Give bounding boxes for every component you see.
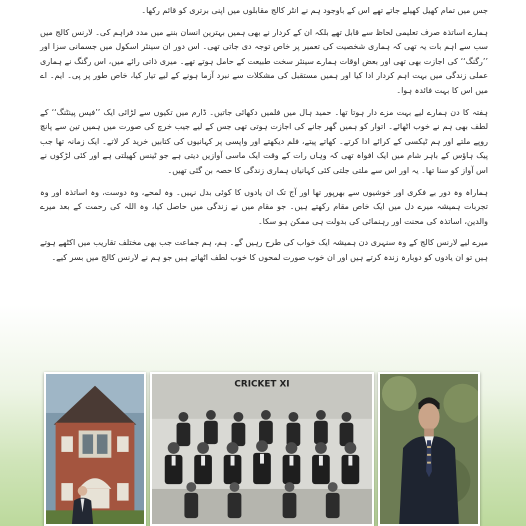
article-body [40,4,488,273]
team-caption: CRICKET XI [234,379,290,390]
photo-strip [0,372,526,526]
team-illustration [152,374,372,524]
paragraph-1: جس میں تمام کھیل کھیلے جاتے تھے اس کے باوجود ہم نے انٹر کالج مقابلوں میں اپنی برتری کو قائم رکھا۔ [141,6,488,15]
portrait-illustration [380,374,478,524]
building-illustration [46,374,144,524]
paragraph-5: میرے لیے لارنس کالج کے وہ سنہری دن ہمیشہ ایک خواب کی طرح رہیں گے۔ ہم، ہم جماعت جب بھی مختلف تقاریب میں اکٹھے ہوتے ہیں تو ان یادوں کو دوبارہ زندہ کرتے ہیں اور ان خوب صورت لمحوں کا خوب لطف اٹھاتے ہیں جو ہم نے لارنس کالج میں بسر کیے۔ [40,238,488,262]
paragraph-4: ہماراہ وہ دور بے فکری اور خوشیوں سے بھرپور تھا اور آج تک ان یادوں کا کوئی بدل نہیں۔ وہ لمحے، وہ دوست، وہ اساتذہ اور وہ تجربات ہمیشہ میرے دل میں ایک خاص مقام رکھتے ہیں۔ جو مقام میں نے زندگی میں حاصل کیا، وہ اللہ کی رحمت کے بعد میرے والدین، اساتذہ کی محنت اور رہنمائی کی بدولت ہی ممکن ہو سکا۔ [40,187,488,226]
paragraph-2: ہمارے اساتذہ صرف تعلیمی لحاظ سے قابل تھے بلکہ ان کے کردار نے بھی ہمیں بہترین انسان بننے میں مدد فراہم کی۔ لارنس کالج میں سب سے اہم بات یہ تھی کہ ہماری شخصیت کی تعمیر پر خاص توجہ دی جاتی تھی۔ اس دور ان سینئر اسکول میں جسمانی سزا اور ’’رگنگ‘‘ کی اجازت بھی تھی اور بعض اوقات ہمارے سینئر سخت طبیعت کے حامل ہوتے تھے۔ میری ذاتی رائے میں، اس رگنگ نے ہماری عملی زندگی میں بہت اہم کردار ادا کیا اور ہمیں مستقبل کی مشکلات سے نبرد آزما ہونے کے لیے تیار کیا، خاص طور پر پی۔ ایم۔ اے میں اس کا بہت فائدہ ہوا۔ [40,27,488,95]
portrait-photo [378,372,480,526]
paragraph-3: ہفتہ کا دن ہمارے لیے بہت مزے دار ہوتا تھا۔ حمید ہال میں فلمیں دکھائی جاتیں۔ ڈارم میں تکیوں سے لڑائی ایک ’’فیس پینٹنگ‘‘ کے لطف بھی ہم نے خوب اٹھائے۔ اتوار کو ہمیں گھر جانے کی اجازت ہوتی تھی جس کے لیے جیب خرچ کی صورت میں ہمیں تین سے پانچ روپے ملتے اور ہم ٹیکسی کے کرائے ادا کرتے۔ کھاتے پیتے، فلم دیکھتے اور واپسی پر کہانیوں کی کتابیں خرید کر لاتے۔ ایک زمانہ تھا جب پیک ہاؤس کے باہر شام میں ایک افواہ تھی کہ وہاں رات کے وقت ایک ماسی آوازیں دیتی ہے جو ٹینس کھیلتی ہے اور کئی لڑکوں نے اس آواز کو سنا تھا۔ یہ اور اس سے ملتی جلتی کئی کہانیاں ہماری زندگی کا حصہ بن گئی تھیں۔ [40,107,488,175]
team-photo [150,372,374,526]
building-photo [44,372,146,526]
